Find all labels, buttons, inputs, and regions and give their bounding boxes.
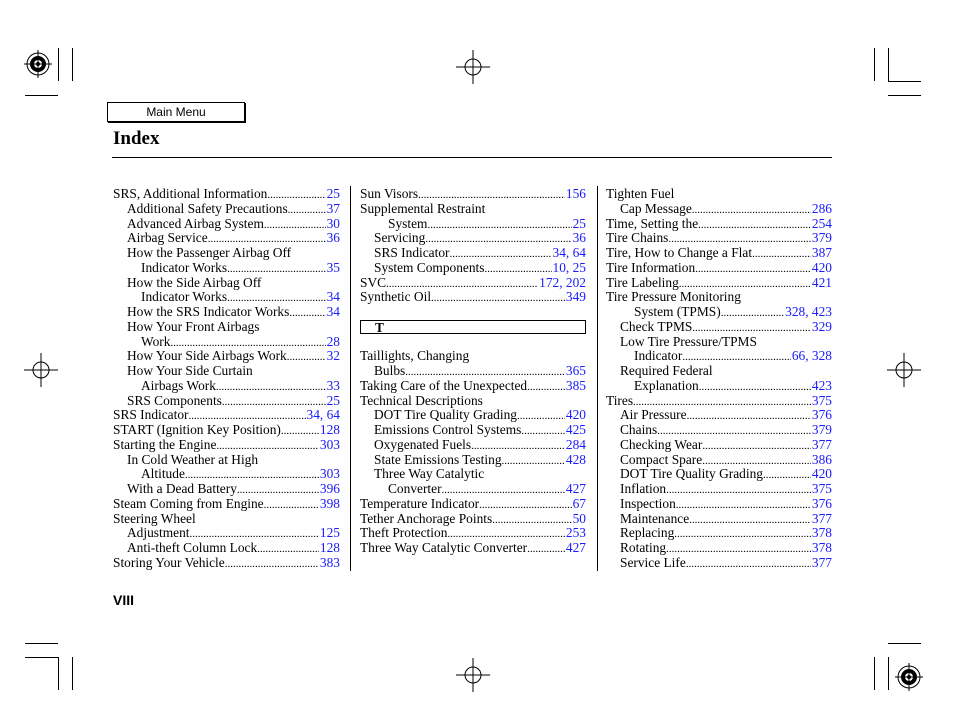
entry-label: Tires xyxy=(606,393,634,408)
page-link[interactable]: 10, 25 xyxy=(552,260,586,275)
index-entry[interactable] xyxy=(127,201,340,216)
index-entry[interactable] xyxy=(620,511,832,526)
page-link[interactable]: 423 xyxy=(811,378,832,393)
entry-label: Steam Coming from Engine xyxy=(113,496,264,511)
index-entry xyxy=(127,363,340,378)
entry-label: Emissions Control Systems xyxy=(374,422,522,437)
page-link[interactable]: 34, 64 xyxy=(552,245,586,260)
page-link[interactable]: 25 xyxy=(572,216,586,231)
column-divider xyxy=(350,186,351,571)
entry-label: Altitude xyxy=(141,466,185,481)
entry-label: Tire, How to Change a Flat xyxy=(606,245,753,260)
entry-label: Time, Setting the xyxy=(606,216,699,231)
crop-mark xyxy=(874,657,875,690)
index-entry[interactable] xyxy=(127,216,340,231)
index-entry[interactable] xyxy=(620,481,832,496)
entry-label: Cap Message xyxy=(620,201,692,216)
entry-label: System xyxy=(388,216,428,231)
index-entry[interactable] xyxy=(620,540,832,555)
crop-mark xyxy=(874,48,875,81)
entry-label: Anti-theft Column Lock xyxy=(127,540,258,555)
index-entry[interactable] xyxy=(113,437,340,452)
entry-label: SRS, Additional Information xyxy=(113,186,268,201)
page-link[interactable]: 34 xyxy=(326,304,340,319)
index-entry[interactable] xyxy=(374,260,586,275)
entry-label: In Cold Weather at High xyxy=(127,452,259,467)
page-link[interactable]: 286 xyxy=(811,201,832,216)
title-divider xyxy=(112,157,832,158)
page-link[interactable]: 254 xyxy=(811,216,832,231)
entry-label: Steering Wheel xyxy=(113,511,196,526)
index-entry[interactable] xyxy=(620,319,832,334)
entry-label: Inflation xyxy=(620,481,667,496)
page-link[interactable]: 379 xyxy=(811,422,832,437)
page-link[interactable]: 385 xyxy=(565,378,586,393)
index-entry[interactable] xyxy=(360,378,586,393)
entry-label: Sun Visors xyxy=(360,186,419,201)
entry-label: Starting the Engine xyxy=(113,437,217,452)
index-entry[interactable] xyxy=(127,304,340,319)
index-entry[interactable] xyxy=(141,466,340,481)
page-link[interactable]: 32 xyxy=(326,348,340,363)
page-link[interactable]: 156 xyxy=(565,186,586,201)
index-entry[interactable] xyxy=(388,216,586,231)
index-entry[interactable] xyxy=(374,363,586,378)
entry-label: Adjustment xyxy=(127,525,190,540)
index-entry[interactable] xyxy=(634,378,832,393)
page-link[interactable]: 35 xyxy=(326,260,340,275)
index-entry[interactable] xyxy=(360,275,586,290)
index-entry xyxy=(360,201,586,216)
entry-label: SRS Components xyxy=(127,393,222,408)
index-entry[interactable] xyxy=(606,230,832,245)
page-link[interactable]: 128 xyxy=(319,540,340,555)
index-entry[interactable] xyxy=(360,496,586,511)
page-link[interactable]: 376 xyxy=(811,407,832,422)
index-entry[interactable] xyxy=(127,393,340,408)
index-entry[interactable] xyxy=(127,540,340,555)
entry-label: Air Pressure xyxy=(620,407,687,422)
index-entry[interactable] xyxy=(360,525,586,540)
index-entry xyxy=(127,452,340,467)
entry-label: Indicator Works xyxy=(141,260,228,275)
registration-target-icon xyxy=(22,48,54,80)
page-link[interactable]: 30 xyxy=(326,216,340,231)
index-entry xyxy=(620,363,832,378)
index-entry[interactable] xyxy=(113,555,340,570)
page-link[interactable]: 365 xyxy=(565,363,586,378)
page-link[interactable]: 37 xyxy=(326,201,340,216)
entry-label: DOT Tire Quality Grading xyxy=(620,466,763,481)
entry-label: System (TPMS) xyxy=(634,304,721,319)
entry-label: How Your Front Airbags xyxy=(127,319,260,334)
entry-label: Low Tire Pressure/TPMS xyxy=(620,334,757,349)
page-link[interactable]: 376 xyxy=(811,496,832,511)
crop-mark xyxy=(888,48,889,81)
entry-label: Technical Descriptions xyxy=(360,393,483,408)
entry-label: Three Way Catalytic xyxy=(374,466,485,481)
entry-label: Airbags Work xyxy=(141,378,216,393)
crosshair-icon xyxy=(887,353,921,387)
page-link[interactable]: 427 xyxy=(565,481,586,496)
index-entry[interactable] xyxy=(634,304,832,319)
index-entry[interactable] xyxy=(374,245,586,260)
entry-label: Synthetic Oil xyxy=(360,289,432,304)
page-link[interactable]: 253 xyxy=(565,525,586,540)
page-link[interactable]: 427 xyxy=(565,540,586,555)
entry-label: Explanation xyxy=(634,378,699,393)
index-entry xyxy=(127,245,340,260)
entry-label: How Your Side Curtain xyxy=(127,363,253,378)
entry-label: Inspection xyxy=(620,496,676,511)
page-link[interactable]: 329 xyxy=(811,319,832,334)
entry-label: Indicator Works xyxy=(141,289,228,304)
index-entry[interactable] xyxy=(127,525,340,540)
page-link[interactable]: 128 xyxy=(319,422,340,437)
crop-mark xyxy=(888,657,889,690)
index-entry[interactable] xyxy=(606,260,832,275)
index-entry[interactable] xyxy=(606,245,832,260)
index-entry[interactable] xyxy=(141,289,340,304)
page-link[interactable]: 398 xyxy=(319,496,340,511)
page-title: Index xyxy=(113,128,160,149)
index-entry[interactable] xyxy=(360,540,586,555)
entry-label: With a Dead Battery xyxy=(127,481,237,496)
page-link[interactable]: 375 xyxy=(811,481,832,496)
entry-label: Compact Spare xyxy=(620,452,703,467)
dot-leader xyxy=(431,289,565,306)
entry-label: Additional Safety Precautions xyxy=(127,201,288,216)
entry-label: System Components xyxy=(374,260,485,275)
index-entry[interactable] xyxy=(620,407,832,422)
entry-label: Service Life xyxy=(620,555,686,570)
dot-leader xyxy=(527,540,565,557)
page-link[interactable]: 428 xyxy=(565,452,586,467)
index-entry[interactable] xyxy=(620,466,832,481)
entry-label: How the SRS Indicator Works xyxy=(127,304,290,319)
page-link[interactable]: 284 xyxy=(565,437,586,452)
page-link[interactable]: 377 xyxy=(811,437,832,452)
entry-label: How the Passenger Airbag Off xyxy=(127,245,292,260)
crop-mark xyxy=(888,95,921,96)
entry-label: Chains xyxy=(620,422,658,437)
crop-mark xyxy=(25,657,58,658)
entry-label: SRS Indicator xyxy=(374,245,450,260)
column-divider xyxy=(597,186,598,571)
page-link[interactable]: 375 xyxy=(811,393,832,408)
index-entry[interactable] xyxy=(388,481,586,496)
index-entry[interactable] xyxy=(374,230,586,245)
registration-target-icon xyxy=(893,661,925,693)
crop-mark xyxy=(72,657,73,690)
index-entry xyxy=(127,319,340,334)
index-entry[interactable] xyxy=(620,452,832,467)
page-link[interactable]: 396 xyxy=(319,481,340,496)
entry-label: State Emissions Testing xyxy=(374,452,502,467)
page-link[interactable]: 50 xyxy=(572,511,586,526)
crop-mark xyxy=(58,48,59,81)
entry-label: Work xyxy=(141,334,171,349)
index-entry[interactable] xyxy=(620,201,832,216)
page-link[interactable]: 328, 423 xyxy=(785,304,832,319)
page-link[interactable]: 420 xyxy=(811,466,832,481)
entry-label: Rotating xyxy=(620,540,667,555)
index-entry xyxy=(606,289,832,304)
crop-mark xyxy=(888,81,921,82)
dot-leader xyxy=(225,555,319,572)
page-link[interactable]: 420 xyxy=(565,407,586,422)
index-entry[interactable] xyxy=(113,407,340,422)
page-link[interactable]: 421 xyxy=(811,275,832,290)
entry-label: Storing Your Vehicle xyxy=(113,555,225,570)
index-entry[interactable] xyxy=(360,289,586,304)
entry-label: Indicator xyxy=(634,348,683,363)
index-entry[interactable] xyxy=(620,496,832,511)
index-entry[interactable] xyxy=(374,452,586,467)
entry-label: Tire Chains xyxy=(606,230,669,245)
crosshair-icon xyxy=(456,658,490,692)
index-entry[interactable] xyxy=(141,260,340,275)
page-link[interactable]: 36 xyxy=(326,230,340,245)
page-link[interactable]: 66, 328 xyxy=(791,348,832,363)
index-entry xyxy=(127,275,340,290)
entry-label: Tighten Fuel xyxy=(606,186,675,201)
page-link[interactable]: 25 xyxy=(326,393,340,408)
page-link[interactable]: 36 xyxy=(572,230,586,245)
page-link[interactable]: 349 xyxy=(565,289,586,304)
entry-label: Three Way Catalytic Converter xyxy=(360,540,528,555)
index-entry[interactable] xyxy=(620,437,832,452)
page-link[interactable]: 383 xyxy=(319,555,340,570)
page-link[interactable]: 303 xyxy=(319,437,340,452)
entry-label: Tether Anchorage Points xyxy=(360,511,493,526)
index-entry xyxy=(113,511,340,526)
page-link[interactable]: 378 xyxy=(811,525,832,540)
crop-mark xyxy=(25,643,58,644)
entry-label: Bulbs xyxy=(374,363,406,378)
index-entry xyxy=(360,348,586,363)
entry-label: Tire Pressure Monitoring xyxy=(606,289,741,304)
dot-leader xyxy=(686,555,811,572)
entry-label: Advanced Airbag System xyxy=(127,216,264,231)
index-entry[interactable] xyxy=(141,334,340,349)
index-entry[interactable] xyxy=(606,216,832,231)
index-entry xyxy=(360,393,586,408)
index-entry[interactable] xyxy=(374,407,586,422)
index-entry xyxy=(374,466,586,481)
entry-label: Required Federal xyxy=(620,363,713,378)
index-entry[interactable] xyxy=(374,437,586,452)
index-entry[interactable] xyxy=(606,393,832,408)
page-link[interactable]: 33 xyxy=(326,378,340,393)
entry-label: Check TPMS xyxy=(620,319,693,334)
index-entry[interactable] xyxy=(620,422,832,437)
index-entry[interactable] xyxy=(127,348,340,363)
index-entry[interactable] xyxy=(360,186,586,201)
entry-label: SRS Indicator xyxy=(113,407,189,422)
main-menu-button[interactable]: Main Menu xyxy=(107,102,245,122)
page-link[interactable]: 125 xyxy=(319,525,340,540)
page-number: VIII xyxy=(113,592,135,608)
page-link[interactable]: 25 xyxy=(326,186,340,201)
entry-label: Tire Labeling xyxy=(606,275,679,290)
entry-label: Maintenance xyxy=(620,511,690,526)
index-entry[interactable] xyxy=(113,186,340,201)
entry-label: Tire Information xyxy=(606,260,696,275)
entry-label: DOT Tire Quality Grading xyxy=(374,407,517,422)
entry-label: Oxygenated Fuels xyxy=(374,437,472,452)
entry-label: Replacing xyxy=(620,525,675,540)
entry-label: Taillights, Changing xyxy=(360,348,470,363)
index-entry xyxy=(620,334,832,349)
index-entry[interactable] xyxy=(620,555,832,570)
index-entry[interactable] xyxy=(606,275,832,290)
crosshair-icon xyxy=(24,353,58,387)
page-link[interactable]: 34 xyxy=(326,289,340,304)
entry-label: Supplemental Restraint xyxy=(360,201,486,216)
page-link[interactable]: 34, 64 xyxy=(306,407,340,422)
page-link[interactable]: 387 xyxy=(811,245,832,260)
entry-label: Servicing xyxy=(374,230,426,245)
page-link[interactable]: 386 xyxy=(811,452,832,467)
entry-label: How Your Side Airbags Work xyxy=(127,348,287,363)
index-entry[interactable] xyxy=(113,496,340,511)
index-entry[interactable] xyxy=(374,422,586,437)
crop-mark xyxy=(888,643,921,644)
entry-label: Airbag Service xyxy=(127,230,208,245)
page-link[interactable]: 377 xyxy=(811,511,832,526)
section-letter-heading: T xyxy=(360,320,586,334)
page-link[interactable]: 172, 202 xyxy=(539,275,586,290)
page-link[interactable]: 425 xyxy=(565,422,586,437)
index-entry[interactable] xyxy=(620,525,832,540)
entry-label: Checking Wear xyxy=(620,437,703,452)
entry-label: Theft Protection xyxy=(360,525,448,540)
entry-label: SVC xyxy=(360,275,387,290)
page-link[interactable]: 67 xyxy=(572,496,586,511)
crop-mark xyxy=(58,657,59,690)
page-link[interactable]: 28 xyxy=(326,334,340,349)
index-entry[interactable] xyxy=(127,230,340,245)
crop-mark xyxy=(25,95,58,96)
index-entry[interactable] xyxy=(127,481,340,496)
crosshair-icon xyxy=(456,50,490,84)
page-link[interactable]: 303 xyxy=(319,466,340,481)
index-entry[interactable] xyxy=(141,378,340,393)
page-link[interactable]: 420 xyxy=(811,260,832,275)
page-link[interactable]: 377 xyxy=(811,555,832,570)
index-entry[interactable] xyxy=(113,422,340,437)
entry-label: How the Side Airbag Off xyxy=(127,275,262,290)
entry-label: Temperature Indicator xyxy=(360,496,480,511)
page-link[interactable]: 378 xyxy=(811,540,832,555)
entry-label: START (Ignition Key Position) xyxy=(113,422,281,437)
index-entry[interactable] xyxy=(360,511,586,526)
index-entry xyxy=(606,186,832,201)
index-entry[interactable] xyxy=(634,348,832,363)
page-link[interactable]: 379 xyxy=(811,230,832,245)
entry-label: Converter xyxy=(388,481,442,496)
crop-mark xyxy=(72,48,73,81)
entry-label: Taking Care of the Unexpected xyxy=(360,378,528,393)
